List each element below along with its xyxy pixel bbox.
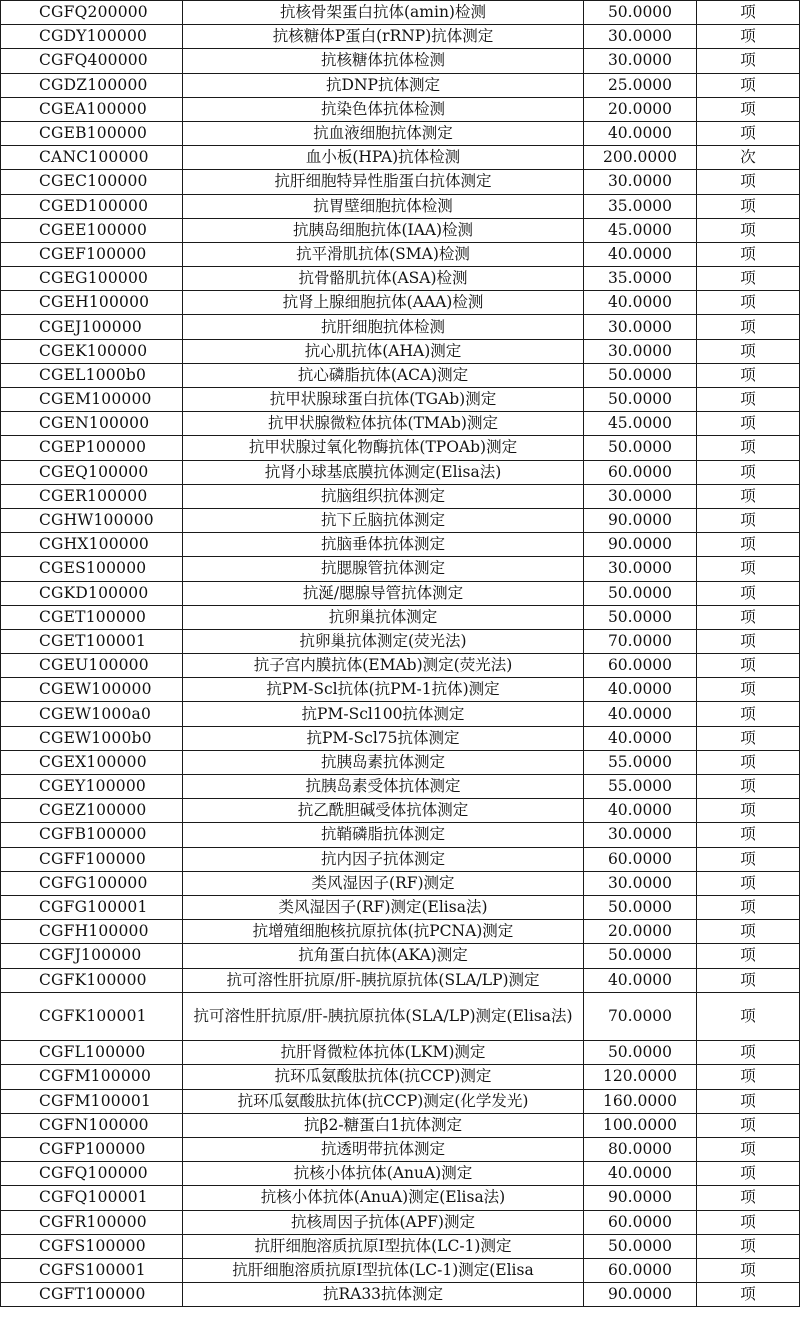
item-price-cell: 50.0000 — [584, 895, 697, 919]
item-code-cell: CGEL1000b0 — [1, 363, 183, 387]
item-price-cell: 30.0000 — [584, 823, 697, 847]
item-price-cell: 55.0000 — [584, 750, 697, 774]
item-price-cell: 30.0000 — [584, 339, 697, 363]
table-row — [1, 533, 800, 557]
item-code-cell: CGEE100000 — [1, 218, 183, 242]
item-price-cell: 55.0000 — [584, 775, 697, 799]
item-price-cell: 160.0000 — [584, 1089, 697, 1113]
item-price-cell: 45.0000 — [584, 412, 697, 436]
item-unit-cell: 项 — [697, 1041, 800, 1065]
item-name-cell: 抗胰岛素抗体测定 — [183, 750, 584, 774]
item-code-cell: CGFJ100000 — [1, 944, 183, 968]
item-code-cell: CGEW100000 — [1, 678, 183, 702]
item-price-cell: 60.0000 — [584, 1210, 697, 1234]
item-unit-cell: 项 — [697, 1065, 800, 1089]
item-name-cell: 抗下丘脑抗体测定 — [183, 508, 584, 532]
item-price-cell: 60.0000 — [584, 1258, 697, 1282]
item-price-cell: 40.0000 — [584, 1162, 697, 1186]
item-unit-cell: 项 — [697, 847, 800, 871]
item-code-cell: CGFQ100000 — [1, 1162, 183, 1186]
item-price-cell: 40.0000 — [584, 242, 697, 266]
table-row — [1, 992, 800, 1041]
table-row — [1, 1041, 800, 1065]
item-name-cell: 抗肝细胞溶质抗原Ⅰ型抗体(LC-1)测定(Elisa — [183, 1258, 584, 1282]
item-price-cell: 50.0000 — [584, 1041, 697, 1065]
table-row — [1, 242, 800, 266]
item-unit-cell: 项 — [697, 508, 800, 532]
item-name-cell: 抗环瓜氨酸肽抗体(抗CCP)测定 — [183, 1065, 584, 1089]
item-unit-cell: 项 — [697, 629, 800, 653]
table-row — [1, 484, 800, 508]
item-price-cell: 100.0000 — [584, 1113, 697, 1137]
item-price-cell: 120.0000 — [584, 1065, 697, 1089]
item-name-cell: 抗可溶性肝抗原/肝-胰抗原抗体(SLA/LP)测定 — [183, 968, 584, 992]
item-unit-cell: 项 — [697, 25, 800, 49]
item-code-cell: CGEY100000 — [1, 775, 183, 799]
item-price-cell: 60.0000 — [584, 654, 697, 678]
table-row — [1, 315, 800, 339]
item-code-cell: CGFG100001 — [1, 895, 183, 919]
item-code-cell: CGEK100000 — [1, 339, 183, 363]
item-name-cell: 抗乙酰胆碱受体抗体测定 — [183, 799, 584, 823]
item-name-cell: 抗角蛋白抗体(AKA)测定 — [183, 944, 584, 968]
item-unit-cell: 项 — [697, 218, 800, 242]
item-unit-cell: 项 — [697, 1234, 800, 1258]
item-code-cell: CGEC100000 — [1, 170, 183, 194]
item-name-cell: 抗脑组织抗体测定 — [183, 484, 584, 508]
item-unit-cell: 项 — [697, 1, 800, 25]
item-name-cell: 抗肝细胞特异性脂蛋白抗体测定 — [183, 170, 584, 194]
item-price-cell: 30.0000 — [584, 49, 697, 73]
item-code-cell: CGFN100000 — [1, 1113, 183, 1137]
item-code-cell: CGER100000 — [1, 484, 183, 508]
item-code-cell: CGFM100001 — [1, 1089, 183, 1113]
item-code-cell: CGFP100000 — [1, 1137, 183, 1161]
item-name-cell: 抗核小体抗体(AnuA)测定(Elisa法) — [183, 1186, 584, 1210]
item-name-cell: 抗核小体抗体(AnuA)测定 — [183, 1162, 584, 1186]
item-code-cell: CGEB100000 — [1, 121, 183, 145]
item-price-cell: 70.0000 — [584, 992, 697, 1041]
table-row — [1, 968, 800, 992]
item-name-cell: 抗腮腺管抗体测定 — [183, 557, 584, 581]
item-unit-cell: 项 — [697, 170, 800, 194]
item-name-cell: 抗肾上腺细胞抗体(AAA)检测 — [183, 291, 584, 315]
item-name-cell: 抗肝肾微粒体抗体(LKM)测定 — [183, 1041, 584, 1065]
item-code-cell: CGEJ100000 — [1, 315, 183, 339]
item-price-cell: 50.0000 — [584, 436, 697, 460]
item-unit-cell: 项 — [697, 678, 800, 702]
item-unit-cell: 项 — [697, 654, 800, 678]
table-row — [1, 97, 800, 121]
table-row — [1, 895, 800, 919]
item-name-cell: 抗核骨架蛋白抗体(amin)检测 — [183, 1, 584, 25]
item-code-cell: CGEA100000 — [1, 97, 183, 121]
item-price-cell: 30.0000 — [584, 25, 697, 49]
item-price-cell: 200.0000 — [584, 146, 697, 170]
table-row — [1, 339, 800, 363]
table-row — [1, 267, 800, 291]
table-row — [1, 1065, 800, 1089]
item-name-cell: 抗PM-Scl75抗体测定 — [183, 726, 584, 750]
item-unit-cell: 项 — [697, 315, 800, 339]
table-row — [1, 581, 800, 605]
item-name-cell: 抗内因子抗体测定 — [183, 847, 584, 871]
item-code-cell: CGET100000 — [1, 605, 183, 629]
item-price-cell: 60.0000 — [584, 460, 697, 484]
item-code-cell: CGFQ100001 — [1, 1186, 183, 1210]
item-name-cell: 抗甲状腺过氧化物酶抗体(TPOAb)测定 — [183, 436, 584, 460]
table-row — [1, 121, 800, 145]
table-row — [1, 73, 800, 97]
item-price-cell: 40.0000 — [584, 702, 697, 726]
item-code-cell: CGFM100000 — [1, 1065, 183, 1089]
item-price-cell: 40.0000 — [584, 968, 697, 992]
item-code-cell: CGFQ200000 — [1, 1, 183, 25]
item-code-cell: CGET100001 — [1, 629, 183, 653]
item-name-cell: 抗脑垂体抗体测定 — [183, 533, 584, 557]
item-price-cell: 50.0000 — [584, 944, 697, 968]
table-row — [1, 1283, 800, 1307]
table-row — [1, 412, 800, 436]
table-row — [1, 291, 800, 315]
table-row — [1, 1186, 800, 1210]
table-row — [1, 1258, 800, 1282]
item-name-cell: 类风湿因子(RF)测定(Elisa法) — [183, 895, 584, 919]
item-name-cell: 抗DNP抗体测定 — [183, 73, 584, 97]
item-price-cell: 40.0000 — [584, 291, 697, 315]
table-row — [1, 25, 800, 49]
item-name-cell: 抗血液细胞抗体测定 — [183, 121, 584, 145]
item-code-cell: CGED100000 — [1, 194, 183, 218]
item-name-cell: 抗骨骼肌抗体(ASA)检测 — [183, 267, 584, 291]
table-row — [1, 944, 800, 968]
item-code-cell: CGFB100000 — [1, 823, 183, 847]
item-name-cell: 抗可溶性肝抗原/肝-胰抗原抗体(SLA/LP)测定(Elisa法) — [183, 992, 584, 1041]
item-price-cell: 25.0000 — [584, 73, 697, 97]
table-row — [1, 654, 800, 678]
item-unit-cell: 项 — [697, 436, 800, 460]
item-code-cell: CGDY100000 — [1, 25, 183, 49]
table-row — [1, 726, 800, 750]
item-code-cell: CGHW100000 — [1, 508, 183, 532]
item-price-cell: 30.0000 — [584, 315, 697, 339]
item-name-cell: 抗肝细胞溶质抗原Ⅰ型抗体(LC-1)测定 — [183, 1234, 584, 1258]
table-row — [1, 557, 800, 581]
table-row — [1, 1162, 800, 1186]
item-name-cell: 抗甲状腺微粒体抗体(TMAb)测定 — [183, 412, 584, 436]
item-code-cell: CGEQ100000 — [1, 460, 183, 484]
item-code-cell: CGFG100000 — [1, 871, 183, 895]
item-unit-cell: 次 — [697, 146, 800, 170]
table-row — [1, 218, 800, 242]
item-name-cell: 抗平滑肌抗体(SMA)检测 — [183, 242, 584, 266]
item-name-cell: 抗子宫内膜抗体(EMAb)测定(荧光法) — [183, 654, 584, 678]
item-price-cell: 50.0000 — [584, 1, 697, 25]
item-unit-cell: 项 — [697, 823, 800, 847]
table-row — [1, 605, 800, 629]
item-name-cell: 抗增殖细胞核抗原抗体(抗PCNA)测定 — [183, 920, 584, 944]
item-unit-cell: 项 — [697, 871, 800, 895]
item-unit-cell: 项 — [697, 121, 800, 145]
item-unit-cell: 项 — [697, 194, 800, 218]
item-name-cell: 抗涎/腮腺导管抗体测定 — [183, 581, 584, 605]
item-price-cell: 40.0000 — [584, 121, 697, 145]
item-name-cell: 抗肝细胞抗体检测 — [183, 315, 584, 339]
item-price-cell: 50.0000 — [584, 363, 697, 387]
table-row — [1, 702, 800, 726]
item-code-cell: CGEG100000 — [1, 267, 183, 291]
item-code-cell: CGFK100001 — [1, 992, 183, 1041]
item-name-cell: 抗胃壁细胞抗体检测 — [183, 194, 584, 218]
item-price-cell: 50.0000 — [584, 581, 697, 605]
table-row — [1, 629, 800, 653]
item-code-cell: CGES100000 — [1, 557, 183, 581]
item-name-cell: 抗心磷脂抗体(ACA)测定 — [183, 363, 584, 387]
item-code-cell: CGEW1000a0 — [1, 702, 183, 726]
item-unit-cell: 项 — [697, 339, 800, 363]
item-price-cell: 40.0000 — [584, 678, 697, 702]
table-row — [1, 1, 800, 25]
item-code-cell: CGFR100000 — [1, 1210, 183, 1234]
item-unit-cell: 项 — [697, 1089, 800, 1113]
item-price-cell: 30.0000 — [584, 170, 697, 194]
item-code-cell: CGHX100000 — [1, 533, 183, 557]
item-price-cell: 35.0000 — [584, 194, 697, 218]
item-name-cell: 抗核糖体抗体检测 — [183, 49, 584, 73]
item-price-cell: 50.0000 — [584, 1234, 697, 1258]
item-unit-cell: 项 — [697, 73, 800, 97]
item-code-cell: CGEM100000 — [1, 388, 183, 412]
item-code-cell: CANC100000 — [1, 146, 183, 170]
table-row — [1, 460, 800, 484]
item-code-cell: CGEW1000b0 — [1, 726, 183, 750]
item-name-cell: 抗心肌抗体(AHA)测定 — [183, 339, 584, 363]
item-price-cell: 30.0000 — [584, 557, 697, 581]
item-price-cell: 60.0000 — [584, 847, 697, 871]
item-code-cell: CGEZ100000 — [1, 799, 183, 823]
table-row — [1, 194, 800, 218]
table-row — [1, 775, 800, 799]
item-unit-cell: 项 — [697, 291, 800, 315]
item-unit-cell: 项 — [697, 605, 800, 629]
item-unit-cell: 项 — [697, 460, 800, 484]
item-name-cell: 抗RA33抗体测定 — [183, 1283, 584, 1307]
item-unit-cell: 项 — [697, 992, 800, 1041]
item-name-cell: 抗胰岛细胞抗体(IAA)检测 — [183, 218, 584, 242]
item-unit-cell: 项 — [697, 944, 800, 968]
item-unit-cell: 项 — [697, 533, 800, 557]
table-row — [1, 1137, 800, 1161]
table-row — [1, 436, 800, 460]
item-price-cell: 90.0000 — [584, 1283, 697, 1307]
item-code-cell: CGEX100000 — [1, 750, 183, 774]
table-row — [1, 920, 800, 944]
item-price-cell: 80.0000 — [584, 1137, 697, 1161]
item-name-cell: 抗肾小球基底膜抗体测定(Elisa法) — [183, 460, 584, 484]
item-price-cell: 30.0000 — [584, 484, 697, 508]
item-unit-cell: 项 — [697, 895, 800, 919]
item-price-cell: 70.0000 — [584, 629, 697, 653]
item-name-cell: 抗PM-Scl100抗体测定 — [183, 702, 584, 726]
table-row — [1, 1234, 800, 1258]
item-unit-cell: 项 — [697, 775, 800, 799]
item-unit-cell: 项 — [697, 1113, 800, 1137]
table-row — [1, 823, 800, 847]
table-row — [1, 146, 800, 170]
item-price-cell: 40.0000 — [584, 726, 697, 750]
item-unit-cell: 项 — [697, 267, 800, 291]
item-price-cell: 50.0000 — [584, 388, 697, 412]
item-code-cell: CGEH100000 — [1, 291, 183, 315]
item-price-cell: 20.0000 — [584, 920, 697, 944]
item-unit-cell: 项 — [697, 412, 800, 436]
item-unit-cell: 项 — [697, 581, 800, 605]
item-unit-cell: 项 — [697, 1162, 800, 1186]
item-name-cell: 抗胰岛素受体抗体测定 — [183, 775, 584, 799]
table-row — [1, 1113, 800, 1137]
item-name-cell: 抗卵巢抗体测定(荧光法) — [183, 629, 584, 653]
table-row — [1, 363, 800, 387]
item-unit-cell: 项 — [697, 702, 800, 726]
item-unit-cell: 项 — [697, 484, 800, 508]
item-unit-cell: 项 — [697, 799, 800, 823]
item-code-cell: CGFK100000 — [1, 968, 183, 992]
item-unit-cell: 项 — [697, 1137, 800, 1161]
item-code-cell: CGDZ100000 — [1, 73, 183, 97]
item-name-cell: 抗PM-Scl抗体(抗PM-1抗体)测定 — [183, 678, 584, 702]
table-row — [1, 871, 800, 895]
item-unit-cell: 项 — [697, 968, 800, 992]
item-code-cell: CGFL100000 — [1, 1041, 183, 1065]
item-code-cell: CGFF100000 — [1, 847, 183, 871]
item-unit-cell: 项 — [697, 1186, 800, 1210]
item-unit-cell: 项 — [697, 363, 800, 387]
item-name-cell: 抗染色体抗体检测 — [183, 97, 584, 121]
item-code-cell: CGKD100000 — [1, 581, 183, 605]
item-price-cell: 90.0000 — [584, 533, 697, 557]
item-price-cell: 45.0000 — [584, 218, 697, 242]
item-unit-cell: 项 — [697, 1210, 800, 1234]
item-unit-cell: 项 — [697, 920, 800, 944]
item-name-cell: 血小板(HPA)抗体检测 — [183, 146, 584, 170]
table-row — [1, 847, 800, 871]
item-name-cell: 抗甲状腺球蛋白抗体(TGAb)测定 — [183, 388, 584, 412]
item-code-cell: CGFS100000 — [1, 1234, 183, 1258]
item-unit-cell: 项 — [697, 97, 800, 121]
item-name-cell: 抗鞘磷脂抗体测定 — [183, 823, 584, 847]
item-name-cell: 抗透明带抗体测定 — [183, 1137, 584, 1161]
item-price-cell: 40.0000 — [584, 799, 697, 823]
item-price-cell: 90.0000 — [584, 508, 697, 532]
item-unit-cell: 项 — [697, 1283, 800, 1307]
item-unit-cell: 项 — [697, 49, 800, 73]
item-unit-cell: 项 — [697, 1258, 800, 1282]
item-unit-cell: 项 — [697, 750, 800, 774]
item-code-cell: CGEN100000 — [1, 412, 183, 436]
table-row — [1, 1089, 800, 1113]
item-code-cell: CGFQ400000 — [1, 49, 183, 73]
table-row — [1, 388, 800, 412]
item-code-cell: CGEF100000 — [1, 242, 183, 266]
item-code-cell: CGFH100000 — [1, 920, 183, 944]
table-row — [1, 678, 800, 702]
item-price-cell: 35.0000 — [584, 267, 697, 291]
item-price-cell: 90.0000 — [584, 1186, 697, 1210]
table-row — [1, 1210, 800, 1234]
table-row — [1, 49, 800, 73]
item-price-cell: 30.0000 — [584, 871, 697, 895]
item-name-cell: 抗核周因子抗体(APF)测定 — [183, 1210, 584, 1234]
table-body — [1, 1, 800, 1307]
item-unit-cell: 项 — [697, 726, 800, 750]
item-code-cell: CGEU100000 — [1, 654, 183, 678]
item-unit-cell: 项 — [697, 242, 800, 266]
item-name-cell: 抗核糖体P蛋白(rRNP)抗体测定 — [183, 25, 584, 49]
item-name-cell: 抗环瓜氨酸肽抗体(抗CCP)测定(化学发光) — [183, 1089, 584, 1113]
item-unit-cell: 项 — [697, 388, 800, 412]
item-price-cell: 20.0000 — [584, 97, 697, 121]
item-name-cell: 类风湿因子(RF)测定 — [183, 871, 584, 895]
table-row — [1, 508, 800, 532]
table-row — [1, 170, 800, 194]
item-code-cell: CGFS100001 — [1, 1258, 183, 1282]
table-row — [1, 750, 800, 774]
item-name-cell: 抗卵巢抗体测定 — [183, 605, 584, 629]
item-name-cell: 抗β2-糖蛋白1抗体测定 — [183, 1113, 584, 1137]
item-code-cell: CGFT100000 — [1, 1283, 183, 1307]
table-row — [1, 799, 800, 823]
item-price-cell: 50.0000 — [584, 605, 697, 629]
item-code-cell: CGEP100000 — [1, 436, 183, 460]
item-unit-cell: 项 — [697, 557, 800, 581]
